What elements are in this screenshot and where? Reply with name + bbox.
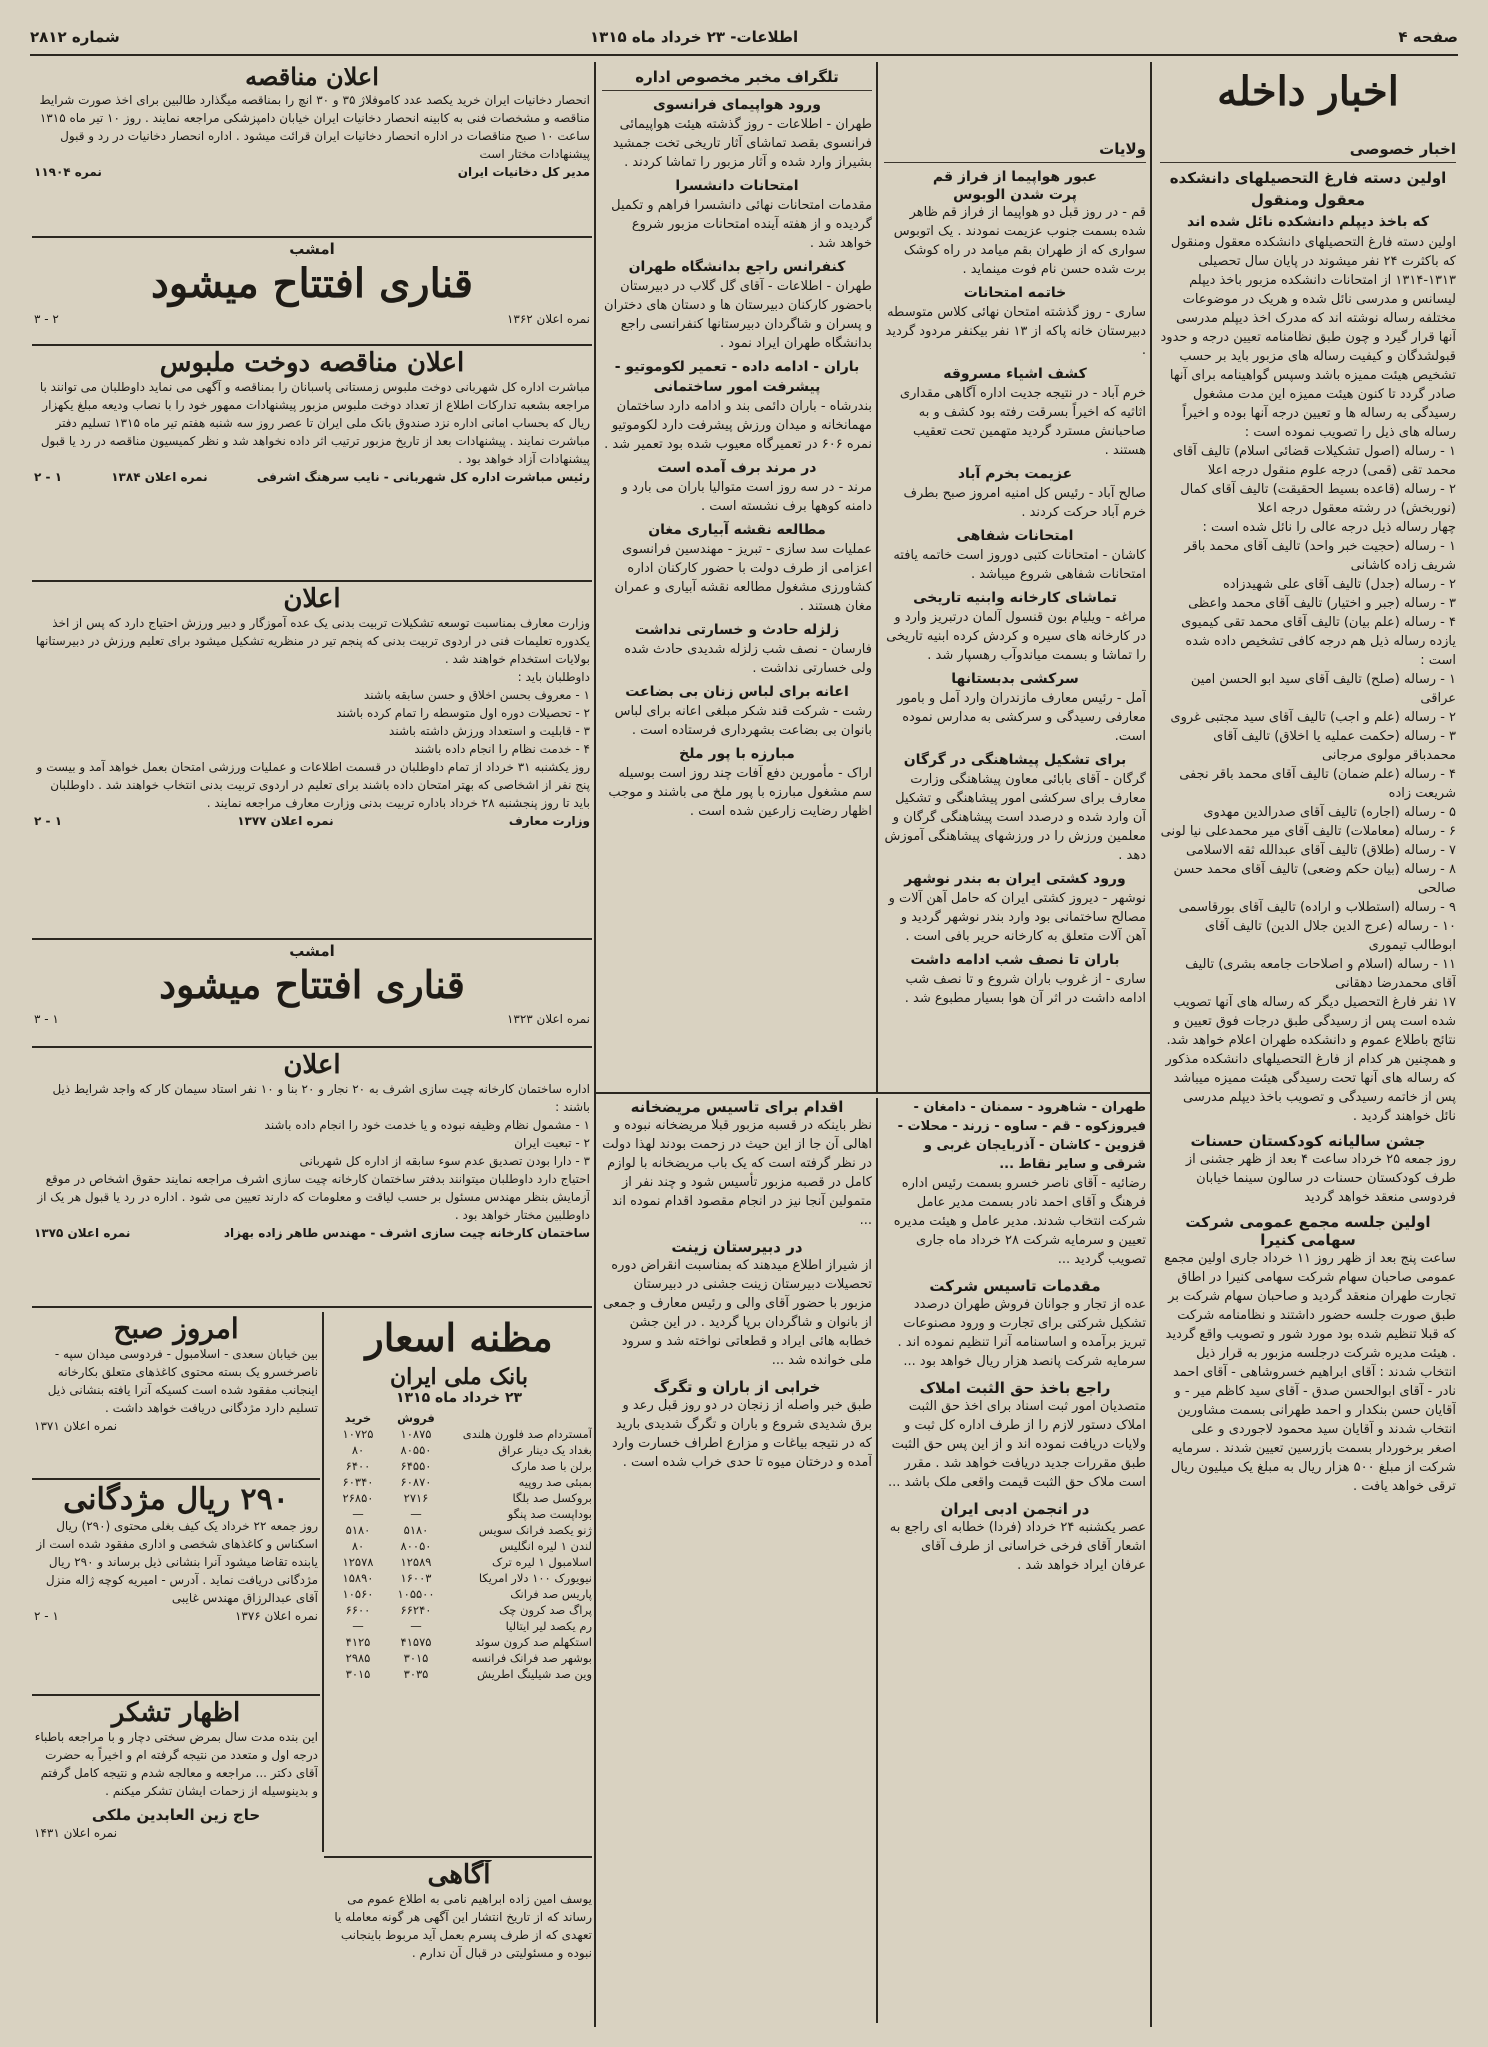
ad-number: نمره اعلان ۱۳۷۶	[234, 1609, 318, 1623]
section-subtitle: ولایات	[1099, 140, 1146, 158]
headline: باران - ادامه داده - تعمیر لکوموتیو - پیشرفت امور ساختمانی	[614, 359, 860, 395]
sell-rate: ۲۷۱۶	[403, 1491, 429, 1505]
buy-rate: ۱۰۵۶۰	[342, 1587, 374, 1601]
currency-name: بمبئی صد روپیه	[518, 1475, 592, 1489]
issue-number: شماره ۲۸۱۲	[30, 28, 120, 46]
rate-row	[326, 1490, 592, 1506]
ad-lost-parcel	[34, 1312, 318, 1474]
article-text: آمل - رئیس معارف مازندران وارد آمل و بامور معارفی رسیدگی و سرکشی به مدارس نموده است.	[897, 691, 1146, 744]
headline: امتحانات دانشسرا	[675, 178, 799, 194]
article-text: عصر یکشنبه ۲۴ خرداد (فردا) خطابه ای راجع به اشعار آقای فرخی خراسانی از طرف آقای عرفان ایراد خواهد شد .	[889, 1520, 1146, 1573]
rate-row	[326, 1506, 592, 1522]
headline: پرت شدن الوبوس	[953, 187, 1077, 203]
ad-text: احتیاج دارد داوطلبان میتوانند بدفتر ساختمان کارخانه چیت سازی اشرف مراجعه نمایند حقوق اشخاص در موقع آزمایش بنظر مهندس مسئول بر حسب لیاقت و معلومات که دارند تعیین می شود . اداره در رد یا قبول هر یک از داوطلبین مختار خواهد بود .	[37, 1172, 590, 1222]
ad-text: یوسف امین زاده ابراهیم نامی به اطلاع عموم می رساند که از تاریخ انتشار این آگهی هر گونه معامله یا تعهدی که از طرف پسرم بعمل آید مربوط باینجانب نبوده و مسئولیتی در قبال آن ندارم .	[334, 1892, 592, 1960]
ad-text: وزارت معارف بمناسبت توسعه تشکیلات تربیت بدنی یک عده آموزگار و دبیر ورزش احتیاج دارد که پس از اخذ یکدوره تعلیمات فنی در اردوی تربیت بدنی که پنجم تیر در منظریه تشکیل میشود برای تعلیم ورزش در دبیرستانها بولایات استخدام خواهند شد .	[35, 616, 590, 666]
currency-name: آمستردام صد فلورن هلندی	[462, 1427, 592, 1441]
headline: ورود هواپیمای فرانسوی	[653, 97, 821, 113]
ad-signature: وزارت معارف	[508, 814, 590, 828]
article-text: کاشان - امتحانات کتبی دوروز است خاتمه یافته امتحانات شفاهی شروع میباشد .	[893, 548, 1146, 582]
sell-rate: ۵۱۸۰	[403, 1523, 429, 1537]
ad-text: انحصار دخانیات ایران خرید یکصد عدد کاموفلاژ ۳۵ و ۳۰ انچ را بمناقصه میگذارد طالبین برای اخذ صورت شرایط مناقصه و مشخصات فنی به کابینه انحصار دخانیات ایران خیابان دامپزشکی مراجعه نمایند . روز ۱۰ تیر ماه ۱۳۱۵ ساعت ۱۰ صبح مناقصات در اداره انحصار دخانیات ایران قرائت میشود . اداره انحصار دخانیات در رد و قبول پیشنهادات مختار است	[39, 93, 590, 161]
headline: اقدام برای تاسیس مریضخانه	[630, 1098, 844, 1116]
article-text: طبق خبر واصله از زنجان در دو روز قبل رعد و برق شدیدی شروع و باران و تگرگ شدیدی بارید که در نتیجه بیاغات و مزارع اطراف خسارت وارد آمده و درختان میوه تا حدی خراب شده است .	[612, 1398, 872, 1470]
ad-signature: ساختمان کارخانه چیت سازی اشرف - مهندس طاهر زاده بهزاد	[223, 1226, 590, 1240]
article-text: ساری - از غروب باران شروع و تا نصف شب ادامه داشت در اثر آن هوا بسیار مطبوع شد .	[904, 972, 1146, 1006]
ad-run: ۱ - ۲	[34, 814, 63, 828]
list-item: داوطلبان باید :	[517, 670, 590, 684]
article-text: رشت - شرکت قند شکر مبلغی اعانه برای لباس بانوان بی بضاعت بشهرداری فرستاده است .	[614, 704, 872, 738]
headline: در مرند برف آمده است	[657, 460, 817, 476]
rate-row	[326, 1602, 592, 1618]
currency-name: اسلامبول ۱ لیره ترک	[492, 1555, 592, 1569]
article-text: اولین دسته فارغ التحصیلهای دانشکده معقول ومنقول که باکثرت ۲۴ نفر میشوند در پایان سال تحصیلی ۱۳۱۳-۱۳۱۴ از امتحانات دانشکده مزبور باخذ دیپلم لیسانس و مدرسی نائل شده و هریک در موضوعات مختلفه رساله نوشته اند که مدرک اخذ دیپلم مدرسی آنها قرار گیرد و چون طبق نظامنامه تعیین درجه و حدود قبولشدگان و کیفیت رساله های مزبور باید بر حسب تشخیص هیئت ممیزه باشد وسپس گواهینامه برای آنها صادر گردد تا کنون هیئت ممیزه این مدت مشغول رسیدگی به رساله ها و تعیین درجه آنها بوده و اخیراً رساله های ذیل را تصویب نموده است :	[1160, 235, 1456, 440]
ad-number: نمره اعلان ۱۳۲۳	[506, 1012, 590, 1026]
list-item: ۴ - رساله (علم بیان) تالیف آقای محمد تقی کیمیوی	[1181, 615, 1456, 630]
ad-canary-show	[34, 240, 590, 340]
rates-sell-header: فروش	[397, 1411, 435, 1425]
headline: در انجمن ادبی ایران	[940, 1500, 1090, 1518]
column-provinces	[884, 140, 1146, 1085]
headline: اولین جلسه مجمع عمومی شرکت سهامی کنیرا	[1185, 1213, 1431, 1249]
rate-row	[326, 1554, 592, 1570]
column-domestic-news	[1160, 62, 1456, 2022]
column-rule	[876, 1098, 878, 2023]
rates-buy-header: خرید	[344, 1411, 372, 1425]
article-text: متصدیان امور ثبت اسناد برای اخذ حق الثبت املاک دستور لازم را از طرف اداره کل ثبت و ولایات دریافت نموده اند و از این پس حق الثبت طبق مقررات جدید دریافت خواهد شد . مقرر است ملاک حق الثبت قیمت واقعی ملک باشد ...	[888, 1399, 1146, 1490]
ad-text: روز جمعه ۲۲ خرداد یک کیف بغلی محتوی (۲۹۰) ریال اسکناس و کاغذهای شخصی و اداری مفقود شده است از یابنده تقاضا میشود آنرا بنشانی ذیل برساند و ۲۹۰ ریال مژدگانی دریافت نماید . آدرس - امیریه کوچه ژاله منزل آقای عبدالرزاق مهندس غایبی	[36, 1519, 318, 1605]
article-text: گرگان - آقای بابائی معاون پیشاهنگی وزارت معارف برای سرکشی امور پیشاهنگی و تشکیل آن وارد شده و درصدد است پیشاهنگی گرگان و معلمین ورزش را در ورزشهای پیشاهنگی آموزش دهد .	[884, 772, 1146, 863]
ad-thanks	[34, 1698, 318, 2028]
currency-name: رم یکصد لیر ایتالیا	[505, 1619, 592, 1633]
ad-title: اظهار تشکر	[111, 1698, 241, 1728]
ad-number: نمره اعلان ۱۳۸۴	[111, 470, 208, 484]
headline: جشن سالیانه کودکستان حسنات	[1190, 1132, 1426, 1150]
headline: راجع باخذ حق الثبت املاک	[919, 1379, 1111, 1397]
sell-rate: ۳۰۳۵	[403, 1667, 429, 1681]
ad-title: اعلان مناقصه	[245, 62, 379, 91]
column-rule	[1150, 62, 1152, 2027]
list-item: ۳ - رساله (جبر و اختیار) تالیف آقای محمد واعظی	[1188, 596, 1456, 611]
rate-row	[326, 1442, 592, 1458]
list-item: ۵ - رساله (اجاره) تالیف آقای صدرالدین مهدوی	[1203, 805, 1456, 820]
buy-rate: ۱۰۷۲۵	[342, 1427, 374, 1441]
ad-title: قناری افتتاح میشود	[151, 260, 473, 307]
telegram-header: تلگراف مخبر مخصوص اداره	[635, 68, 839, 86]
rate-row	[326, 1426, 592, 1442]
list-item: ۱۰ - رساله (عرج الدین جلال الدین) تالیف آقای ابوطالب تیموری	[1204, 919, 1456, 953]
ad-uniform-tender	[34, 348, 590, 578]
currency-name: وین صد شیلینگ اطریش	[477, 1667, 592, 1681]
towns-list: طهران - شاهرود - سمنان - دامغان - فیروزکوه - قم - ساوه - زرند - محلات - قزوین - کاشان - آذربایجان غربی و شرقی و سایر نقاط ...	[897, 1100, 1146, 1172]
currency-name: بروکسل صد بلگا	[512, 1491, 592, 1505]
rates-bank: بانک ملی ایران	[389, 1364, 528, 1390]
province-news-list	[884, 167, 1146, 1008]
headline: خرابی از باران و تگرگ	[653, 1378, 821, 1396]
rate-row	[326, 1634, 592, 1650]
article-text: فارسان - نصف شب زلزله شدیدی حادث شده ولی خسارتی نداشت .	[624, 642, 872, 676]
ad-number: نمره اعلان ۱۳۶۲	[506, 312, 590, 326]
headline: در دبیرستان زینت	[671, 1238, 803, 1256]
headline: خاتمه امتحانات	[963, 285, 1067, 301]
ad-number: نمره اعلان ۱۳۷۷	[237, 814, 334, 828]
rate-row	[326, 1522, 592, 1538]
ad-run: ۱ - ۲	[34, 470, 63, 484]
ad-signature: رئیس مباشرت اداره کل شهربانی - نایب سرهنگ اشرفی	[256, 470, 590, 484]
ad-sports-teachers	[34, 584, 590, 934]
list-item: یازده رساله ذیل هم درجه کافی تشخیص داده شده است :	[1185, 634, 1456, 668]
buy-rate: ۸۰	[351, 1443, 365, 1457]
ad-number: نمره اعلان ۱۴۳۱	[34, 1826, 118, 1840]
ad-number: نمره ۱۱۹۰۴	[34, 165, 102, 179]
rate-row	[326, 1618, 592, 1634]
list-item: ۱ - معروف بحسن اخلاق و حسن سابقه باشند	[363, 688, 590, 702]
list-item: ۴ - رساله (علم ضمان) تالیف آقای محمد باقر نجفی شریعت زاده	[1179, 767, 1456, 801]
ad-text: مباشرت اداره کل شهربانی دوخت ملبوس زمستانی پاسبانان را بمناقصه و آگهی می نماید داوطلبان می توانند با مراجعه بشعبه تدارکات اطلاع از تعداد دوخت ملبوس مزبور پیشنهادات ممهور خود را با نصاب ودیعه مبلغ یکهزار ریال که بحساب امانی اداره نزد صندوق بانک ملی ایران تا عصر روز سه شنبه هفتم تیر ماه ۱۳۱۵ تسلیم دفتر مباشرت نمایند . پیشنهادات بعد از تاریخ مزبور ترتیب اثر داده نخواهد شد و نظر کمیسیون مناقصه در رد یا قبول پیشنهادات آزاد خواهد بود .	[39, 380, 590, 466]
list-item: ۷ - رساله (طلاق) تالیف آقای عبدالله ثقه الاسلامی	[1186, 843, 1456, 858]
headline: ورود کشتی ایران به بندر نوشهر	[904, 871, 1126, 887]
rates-header	[326, 1410, 592, 1426]
sell-rate: ۸۰۵۵۰	[400, 1443, 432, 1457]
currency-name: بغداد یک دینار عراق	[498, 1443, 592, 1457]
article-text: بندرشاه - باران دائمی بند و ادامه دارد ساختمان مهمانخانه و میدان ورزش پیشرفت دارد لکوموتیو نمره ۶۰۶ در تعمیرگاه معیوب شده بود تعمیر شد .	[604, 399, 872, 452]
ad-factory-workers	[34, 1050, 590, 1304]
list-item: ۳ - دارا بودن تصدیق عدم سوء سابقه از اداره کل شهربانی	[299, 1154, 590, 1168]
article-text: مرند - در سه روز است متوالیا باران می بارد و دامنه کوهها برف نشسته است .	[621, 480, 872, 514]
column-rule	[876, 62, 878, 1092]
ad-reward	[34, 1482, 318, 1692]
sell-rate: —	[410, 1507, 422, 1521]
page-number: صفحه ۴	[1398, 28, 1458, 46]
headline: مبارزه با پور ملخ	[679, 746, 795, 762]
thesis-list	[1160, 442, 1456, 993]
rates-table	[326, 1426, 592, 1682]
headline: که باخذ دیپلم دانشکده نائل شده اند	[1187, 214, 1429, 230]
list-item: ۲ - رساله (علم و اجب) تالیف آقای سید مجتبی غروی	[1170, 710, 1456, 725]
list-item: چهار رساله ذیل درجه عالی را نائل شده است :	[1202, 520, 1456, 535]
buy-rate: —	[352, 1507, 364, 1521]
currency-name: بوداپست صد پنگو	[507, 1507, 592, 1521]
buy-rate: ۲۶۸۵۰	[342, 1491, 374, 1505]
currency-name: پاریس صد فرانک	[510, 1587, 592, 1601]
article-text: مراغه - ویلیام بون قنسول آلمان درتبریز وارد و در کارخانه های سیره و کردش کرده ابنیه تاریخی را تماشا و بسمت میاندوآب رهسپار شد .	[886, 610, 1146, 663]
sell-rate: ۱۰۸۷۵	[400, 1427, 432, 1441]
headline: اعانه برای لباس زنان بی بضاعت	[625, 684, 849, 700]
ad-signature: حاج زین العابدین ملکی	[91, 1806, 261, 1824]
headline: تماشای کارخانه وابنیه تاریخی	[913, 590, 1117, 606]
buy-rate: ۳۰۱۵	[345, 1667, 371, 1681]
rate-row	[326, 1538, 592, 1554]
list-item: ۳ - رساله (حکمت عملیه یا اخلاق) تالیف آقای محمدباقر مولوی مرجانی	[1213, 729, 1456, 763]
list-item: ۶ - رساله (معاملات) تالیف آقای میر محمدعلی نیا لونی	[1160, 824, 1456, 839]
headline: اولین دسته فارغ التحصیلهای دانشکده معقول ومنقول	[1169, 169, 1447, 209]
list-item: ۲ - رساله (قاعده بسیط الحقیقت) تالیف آقای کمال (نوربخش) در رشته معقول درجه اعلا	[1180, 482, 1456, 516]
column-rule	[594, 62, 596, 2027]
ad-text: اداره ساختمان کارخانه چیت سازی اشرف به ۲۰ نجار و ۲۰ بنا و ۱۰ نفر استاد سیمان کار که واجد شرایط ذیل باشند :	[52, 1082, 590, 1114]
rates-title: مظنه اسعار	[365, 1315, 553, 1360]
article-text: عده از تجار و جوانان فروش طهران درصدد تشکیل شرکتی برای تجارت و ورود مصنوعات تبریز برآمده و اساسنامه آنرا تنظیم نموده اند . سرمایه شرکت پانصد هزار ریال خواهد بود ...	[897, 1297, 1146, 1369]
article-text: ۱۷ نفر فارغ التحصیل دیگر که رساله های آنها تصویب شده است پس از رسیدگی طبق درجات فوق تعیین و نتائج باطلاع عموم و دانشکده طهران اعلام خواهد شد. و همچنین هر کدام از فارغ التحصیلهای دانشکده مذکور که رساله های آنها تحت رسیدگی هیئت ممیزه میباشد پس از خاتمه رسیدگی و تصویب باخذ دیپلم مدرسی نائل خواهند گردید .	[1165, 995, 1456, 1124]
article-text: قم - در روز قبل دو هواپیما از فراز قم ظاهر شده بسمت جنوب عزیمت نمودند . یک اتوبوس سواری که از طهران بقم میامد در راه کوشک برت شده حسن نام فوت مینماید .	[893, 205, 1146, 277]
currency-name: نیویورک ۱۰۰ دلار امریکا	[478, 1571, 592, 1585]
article-text: ساعت پنج بعد از ظهر روز ۱۱ خرداد جاری اولین مجمع عمومی صاحبان سهام شرکت سهامی کنیرا در اطاق تجارت طهران منعقد گردید و صاحبان سهام شرکت بر طبق صورت جلسه حضور داشتند و نظامنامه شرکت که قبلا تنظیم شده بود مورد شور و تصویب واقع گردید . هیئت مدیره شرکت درجلسه مزبور به قرار ذیل انتخاب شدند : آقای ابراهیم خسروشاهی - آقای احمد نادر - آقای ابوالحسن صدق - آقای سید کاظم میر - و آقایان حسن بنکدار و احمد طهرانی بسمت مشاورین انتخاب شدند و آقایان سید محمود لاجوردی و علی اصغر برخوردار بسمت بازرسین تعیین شدند . سرمایه شرکت از مبلغ ۵۰۰ هزار ریال به مبلغ یک میلیون ریال ترقی خواهد یافت .	[1164, 1251, 1456, 1494]
list-item: ۸ - رساله (بیان حکم وضعی) تالیف آقای محمد حسن صالحی	[1173, 862, 1456, 896]
rate-row	[326, 1458, 592, 1474]
list-item: ۲ - تبعیت ایران	[514, 1136, 590, 1150]
ad-number: نمره اعلان ۱۳۷۱	[34, 1419, 118, 1433]
article-text: عملیات سد سازی - تبریز - مهندسین فرانسوی اعزامی از طرف دولت با حضور کارکنان اداره کشاورزی مشغول مطالعه نقشه آبیاری و عمران مغان هستند .	[614, 542, 872, 614]
list-item: ۹ - رساله (استطلاب و اراده) تالیف آقای بورقاسمی	[1178, 900, 1456, 915]
ad-title: اعلان مناقصه دوخت ملبوس	[159, 348, 465, 378]
headline: کنفرانس راجع بدانشگاه طهران	[628, 259, 846, 275]
sell-rate: ۶۴۵۵۰	[400, 1459, 432, 1473]
ad-text: این بنده مدت سال بمرض سختی دچار و با مراجعه باطباء درجه اول و متعدد من نتیجه گرفته ام و اخیراً به حضرت آقای دکتر ... مراجعه و معالجه شدم و نتیجه کامل گرفتم و بدینوسیله از زحمات ایشان تشکر میکنم .	[34, 1730, 318, 1798]
currency-name: ژنو یکصد فرانک سویس	[478, 1523, 592, 1537]
ad-title: اعلان	[283, 584, 341, 614]
ad-title: اعلان	[283, 1050, 341, 1080]
headline: عبور هواپیما از فراز قم	[932, 169, 1098, 185]
currency-name: برلن با صد مارک	[511, 1459, 592, 1473]
currency-name: بوشهر صد فرانک فرانسه	[471, 1651, 592, 1665]
ad-text: روز یکشنبه ۳۱ خرداد از تمام داوطلبان در قسمت اطلاعات و عملیات ورزشی امتحان بعمل خواهد آمد و بیست و پنج نفر از اشخاصی که بهتر امتحان داده باشند برای تعلیم در اردوی تربیت بدنی انتخاب خواهند شد . داوطلبان باید تا روز پنجشنبه ۲۸ خرداد باداره تربیت بدنی وزارت معارف مراجعه نمایند .	[36, 760, 590, 810]
list-item: ۱ - مشمول نظام وظیفه نبوده و یا خدمت خود را انجام داده باشند	[264, 1118, 590, 1132]
headline: برای تشکیل پیشاهنگی در گرگان	[903, 752, 1127, 768]
sell-rate: ۸۰۰۵۰	[400, 1539, 432, 1553]
article-text: نوشهر - دیروز کشتی ایران که حامل آهن آلات و مصالح ساختمانی بود وارد بندر نوشهر گردید و آهن آلات متعلق به کارخانه حریر بافی است .	[888, 891, 1146, 944]
currency-name: پراگ صد کرون چک	[498, 1603, 592, 1617]
buy-rate: ۱۵۸۹۰	[342, 1571, 374, 1585]
sell-rate: —	[410, 1619, 422, 1633]
currency-name: استکهلم صد کرون سوئد	[475, 1635, 592, 1649]
column-lower-middle	[602, 1098, 872, 2023]
rates-date: ۲۳ خرداد ماه ۱۳۱۵	[395, 1390, 523, 1406]
list-item: ۲ - تحصیلات دوره اول متوسطه را تمام کرده باشند	[336, 706, 590, 720]
article-text: از شیراز اطلاع میدهند که بمناسبت انقراض دوره تحصیلات دبیرستان زینت جشنی در دبیرستان مزبور با حضور آقای والی و رئیس معارف و جمعی از بانوان و شاگردان برپا گردید . در این جشن خطابه هائی ایراد و قطعاتی نواخته شد و سرود ملی خوانده شد ...	[602, 1258, 872, 1368]
article-text: رضائیه - آقای ناصر خسرو بسمت رئیس اداره فرهنگ و آقای احمد نادر بسمت مدیر عامل شرکت انتخاب شدند. مدیر عامل و هیئت مدیره تعیین و سرمایه شرکت ۲۸ خرداد ماه جاری تصویب گردید ...	[893, 1176, 1146, 1267]
sell-rate: ۱۰۵۵۰۰	[397, 1587, 435, 1601]
telegram-list	[602, 95, 872, 821]
headline: سرکشی بدبستانها	[951, 671, 1079, 687]
buy-rate: ۱۲۵۷۸	[342, 1555, 374, 1569]
section-subtitle: اخبار خصوصی	[1349, 140, 1456, 158]
ad-title: ۲۹۰ ریال مژدگانی	[63, 1482, 289, 1517]
article-text: نظر باینکه در قسبه مزبور قبلا مریضخانه نبوده و اهالی آن جا از این حیث در زحمت بودند لهذا دولت در نظر گرفته است که یک باب مریضخانه با لوازم کامل در قصبه مزبور تأسیس شود و چند نفر از متمولین آنجا نیز در انجام مقصود اقدام نموده اند ...	[602, 1118, 872, 1228]
article-text: طهران - اطلاعات - روز گذشته هیئت هواپیمائی فرانسوی بقصد تماشای آثار تاریخی تخت جمشید بشیراز وارد شده و آثار مزبور را تماشا کردند .	[612, 117, 872, 170]
sell-rate: ۳۰۱۵	[403, 1651, 429, 1665]
column-divider	[596, 1092, 1150, 1094]
ad-notice	[326, 1860, 592, 2028]
sell-rate: ۱۶۰۰۳	[400, 1571, 432, 1585]
headline: زلزله حادث و خسارتی نداشت	[634, 622, 840, 638]
article-text: مقدمات امتحانات نهائی دانشسرا فراهم و تکمیل گردیده و از هفته آینده امتحانات مزبور شروع خواهد شد .	[611, 198, 872, 251]
headline: مطالعه نقشه آبیاری مغان	[648, 522, 826, 538]
article-text: روز جمعه ۲۵ خرداد ساعت ۴ بعد از ظهر جشنی از طرف کودکستان حسنات در سالون سینما خیابان فردوسی منعقد خواهد گردید	[1185, 1152, 1456, 1205]
sell-rate: ۶۶۲۴۰	[400, 1603, 432, 1617]
list-item: ۱ - رساله (اصول تشکیلات قضائی اسلام) تالیف آقای محمد تقی (قمی) درجه علوم منقول درجه اعلا	[1172, 444, 1456, 478]
buy-rate: —	[352, 1619, 364, 1633]
rate-row	[326, 1666, 592, 1682]
ad-number: نمره اعلان ۱۳۷۵	[34, 1226, 131, 1240]
ad-run: ۱ - ۲	[34, 1609, 59, 1623]
ad-title: قناری افتتاح میشود	[159, 962, 465, 1007]
sell-rate: ۱۲۵۸۹	[400, 1555, 432, 1569]
section-title: اخبار داخله	[1217, 68, 1399, 115]
list-item: ۱ - رساله (صلح) تالیف آقای سید ابو الحسن امین عراقی	[1190, 672, 1456, 706]
headline: کشف اشیاء مسروقه	[943, 366, 1087, 382]
masthead-date: اطلاعات- ۲۳ خرداد ماه ۱۳۱۵	[590, 28, 799, 46]
buy-rate: ۸۰	[351, 1539, 365, 1553]
article-text: خرم آباد - در نتیجه جدیت اداره آگاهی مقداری اثاثیه که اخیراً بسرقت رفته بود کشف و به صاحبانش مسترد گردید متهمین تحت تعقیب هستند .	[899, 386, 1146, 458]
buy-rate: ۶۴۰۰	[345, 1459, 371, 1473]
buy-rate: ۵۱۸۰	[345, 1523, 371, 1537]
column-telegrams	[602, 68, 872, 1088]
ad-title: امروز صبح	[113, 1312, 239, 1345]
list-item: ۲ - رساله (جدل) تالیف آقای علی شهیدزاده	[1222, 577, 1456, 592]
article-text: صالح آباد - رئیس کل امنیه امروز صبح بطرف خرم آباد حرکت کردند .	[903, 486, 1146, 520]
ad-signature: مدیر کل دخانیات ایران	[457, 165, 590, 179]
ad-run: ۱ - ۳	[34, 1012, 59, 1026]
rate-row	[326, 1650, 592, 1666]
ad-requirements	[34, 1116, 590, 1170]
buy-rate: ۶۰۳۴۰	[342, 1475, 374, 1489]
list-item: ۳ - قابلیت و استعداد ورزش داشته باشند	[389, 724, 590, 738]
sell-rate: ۶۰۸۷۰	[400, 1475, 432, 1489]
masthead	[30, 28, 1458, 52]
rate-row	[326, 1474, 592, 1490]
headline: مقدمات تاسیس شرکت	[929, 1277, 1101, 1295]
article-text: اراک - مأمورین دفع آفات چند روز است بوسیله سم مشغول مبارزه با پور ملخ می باشند و موجب اظهار رضایت زارعین شده است .	[608, 766, 872, 819]
ad-title: آگاهی	[427, 1860, 491, 1890]
rate-row	[326, 1586, 592, 1602]
buy-rate: ۴۱۲۵	[345, 1635, 371, 1649]
headline: باران تا نصف شب ادامه داشت	[910, 952, 1120, 968]
article-text: ساری - روز گذشته امتحان نهائی کلاس متوسطه دبیرستان خانه پاکه از ۱۳ نفر بیکنفر مردود گردید .	[885, 305, 1146, 358]
article-text: طهران - اطلاعات - آقای گل گلاب در دبیرستان باحضور کارکنان دبیرستان ها و دستان های دختران و پسران و شاگردان دبیرستانها کنفرانسی راجع بدانشگاه طهران ایراد نمود .	[604, 279, 872, 351]
ad-text: بین خیابان سعدی - اسلامبول - فردوسی میدان سپه - ناصرخسرو یک بسته محتوی کاغذهای متعلق بکارخانه اینجانب مفقود شده است کسیکه آنرا یافته بنشانی ذیل تسلیم دارد مژدگانی دریافت خواهد داشت .	[47, 1347, 318, 1415]
headline: امتحانات شفاهی	[956, 528, 1074, 544]
ad-canary-show-2	[34, 942, 590, 1042]
rate-row	[326, 1570, 592, 1586]
ad-requirements	[34, 668, 590, 758]
ad-tonight: امشب	[289, 942, 335, 960]
masthead-rule	[30, 54, 1458, 56]
list-item: ۴ - خدمت نظام را انجام داده باشند	[414, 742, 590, 756]
currency-name: لندن ۱ لیره انگلیس	[499, 1539, 592, 1553]
sell-rate: ۴۱۵۷۵	[400, 1635, 432, 1649]
ad-run: ۲ - ۳	[34, 312, 59, 326]
list-item: ۱۱ - رساله (اسلام و اصلاحات جامعه بشری) تالیف آقای محمدرضا دهقانی	[1185, 957, 1456, 991]
buy-rate: ۶۶۰۰	[345, 1603, 371, 1617]
buy-rate: ۲۹۸۵	[345, 1651, 371, 1665]
list-item: ۱ - رساله (حجیت خبر واحد) تالیف آقای محمد باقر شریف زاده کاشانی	[1184, 539, 1456, 573]
ad-tonight: امشب	[289, 240, 335, 258]
exchange-rates	[326, 1312, 592, 1852]
column-lower-right	[884, 1098, 1146, 2023]
ad-tobacco-tender	[34, 62, 590, 234]
headline: عزیمت بخرم آباد	[957, 466, 1073, 482]
